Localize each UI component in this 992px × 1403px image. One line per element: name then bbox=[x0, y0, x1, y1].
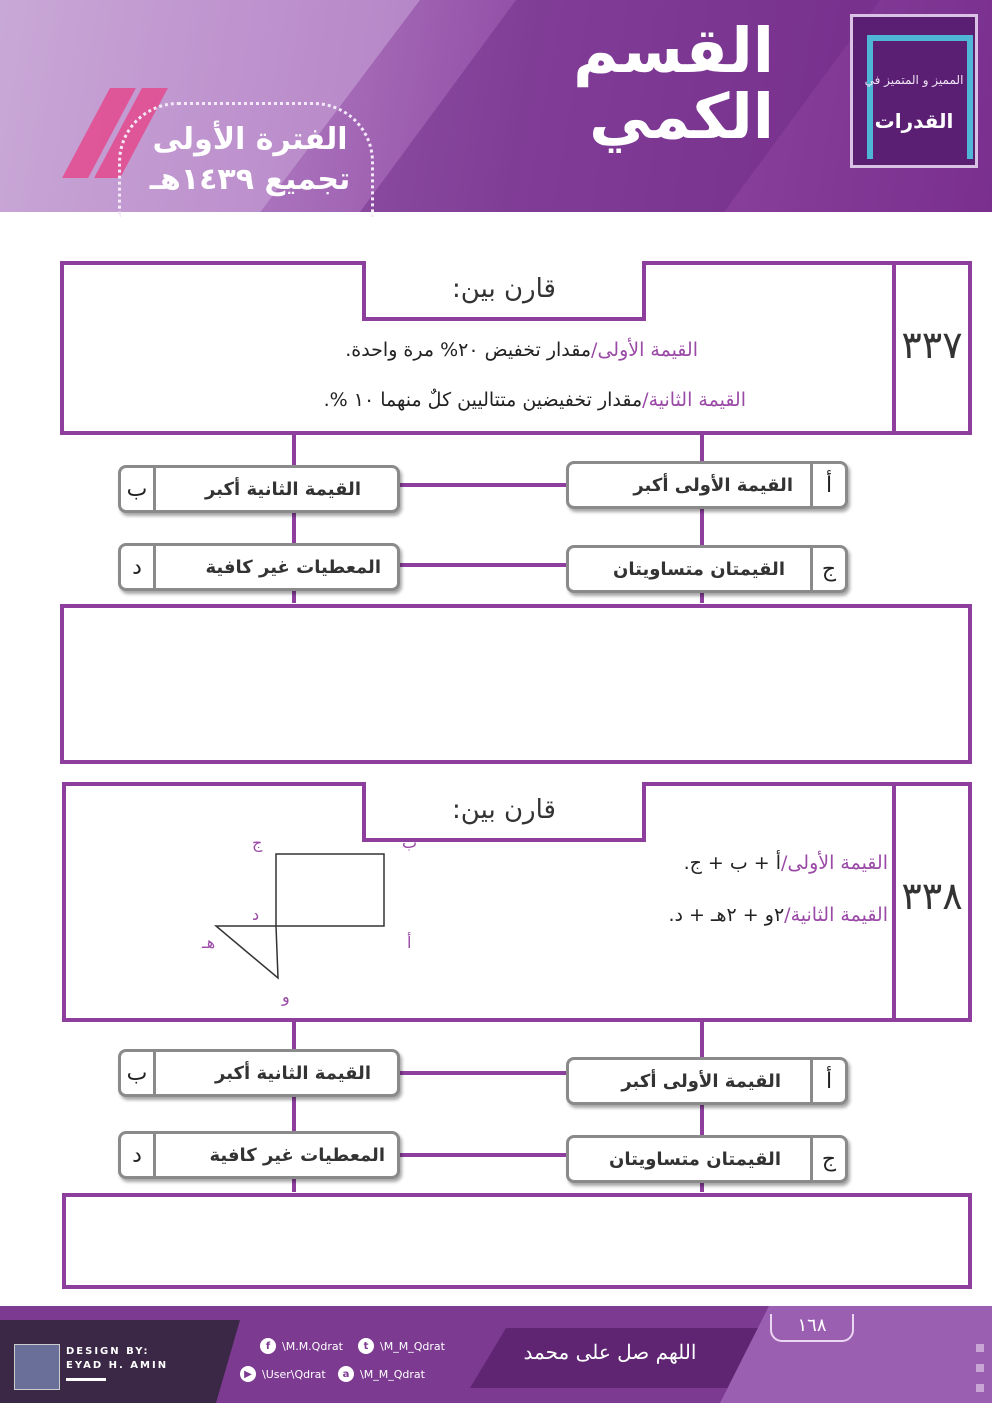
facebook-icon: f bbox=[260, 1338, 276, 1354]
option-a[interactable] bbox=[566, 1057, 848, 1105]
designer-name: EYAD H. AMIN bbox=[66, 1360, 169, 1371]
option-d[interactable] bbox=[118, 543, 400, 591]
designer-logo bbox=[14, 1344, 60, 1390]
option-label: القيمة الثانية أكبر bbox=[215, 1062, 371, 1084]
facebook-handle: \M.M.Qdrat bbox=[282, 1339, 343, 1353]
header-period-block bbox=[140, 120, 360, 200]
footer-light-panel bbox=[720, 1306, 992, 1403]
option-letter: ب bbox=[121, 1052, 156, 1094]
twitter-handle: \M_M_Qdrat bbox=[380, 1339, 445, 1353]
page-title-line2: الكمي bbox=[589, 80, 774, 153]
connector-line bbox=[396, 1153, 568, 1157]
social-youtube[interactable] bbox=[240, 1366, 326, 1382]
page-title-line1: القسم bbox=[573, 14, 774, 87]
design-by-label: DESIGN BY: bbox=[66, 1346, 150, 1357]
footer-dot bbox=[976, 1384, 984, 1392]
first-value-line bbox=[684, 852, 888, 874]
connector-line bbox=[396, 1071, 568, 1075]
header-period: الفترة الأولى bbox=[152, 122, 348, 157]
footer-dot bbox=[976, 1344, 984, 1352]
option-letter: د bbox=[121, 1134, 156, 1176]
label-b: ب bbox=[402, 833, 418, 852]
question-number-cell bbox=[892, 265, 968, 431]
second-value-label: القيمة الثانية/ bbox=[784, 904, 888, 926]
question-box-338 bbox=[62, 782, 972, 1022]
option-letter: ب bbox=[121, 468, 156, 510]
designer-underline bbox=[66, 1378, 106, 1381]
answer-box-338[interactable] bbox=[62, 1193, 972, 1289]
option-c[interactable] bbox=[566, 545, 848, 593]
first-value-label: القيمة الأولى/ bbox=[781, 852, 888, 874]
question-number-cell bbox=[892, 786, 968, 1018]
compare-label-box bbox=[362, 261, 646, 321]
label-w: و bbox=[282, 987, 290, 1006]
option-label: القيمتان متساويتان bbox=[612, 558, 785, 580]
option-c[interactable] bbox=[566, 1135, 848, 1183]
social-facebook[interactable] bbox=[260, 1338, 343, 1354]
question-number: ٣٣٨ bbox=[901, 874, 963, 918]
compare-label: قارن بين: bbox=[452, 795, 556, 825]
geometry-figure bbox=[126, 826, 418, 1006]
label-j: ج bbox=[252, 833, 263, 852]
first-value-line bbox=[345, 339, 698, 361]
header-collection: تجميع ١٤٣٩هـ bbox=[149, 162, 351, 197]
first-value-text: مقدار تخفيض ٢٠% مرة واحدة. bbox=[345, 339, 592, 361]
option-label: المعطيات غير كافية bbox=[205, 556, 381, 578]
connector-line bbox=[396, 563, 568, 567]
social-twitter[interactable] bbox=[358, 1338, 445, 1354]
second-value-text: مقدار تخفيضين متتاليين كلٌ منهما ١٠ %. bbox=[323, 389, 643, 411]
option-letter: ج bbox=[810, 1138, 845, 1180]
page-title bbox=[573, 14, 774, 153]
second-value-label: القيمة الثانية/ bbox=[642, 389, 746, 411]
figure-triangle bbox=[216, 926, 278, 978]
option-b[interactable] bbox=[118, 465, 400, 513]
logo-book-icon bbox=[867, 35, 973, 159]
page-number: ١٦٨ bbox=[770, 1314, 854, 1342]
compare-label: قارن بين: bbox=[452, 274, 556, 304]
option-letter: أ bbox=[810, 1060, 845, 1102]
social-ask[interactable] bbox=[338, 1366, 425, 1382]
option-b[interactable] bbox=[118, 1049, 400, 1097]
second-value-line bbox=[668, 904, 888, 926]
connector-line bbox=[396, 483, 568, 487]
second-value-text: ٢و + ٢هـ + د. bbox=[668, 904, 785, 926]
brand-logo bbox=[850, 14, 978, 168]
option-letter: أ bbox=[810, 464, 845, 506]
label-d: د bbox=[252, 905, 260, 924]
ask-icon: a bbox=[338, 1366, 354, 1382]
option-label: القيمتان متساويتان bbox=[608, 1148, 781, 1170]
twitter-icon: t bbox=[358, 1338, 374, 1354]
youtube-icon: ▶ bbox=[240, 1366, 256, 1382]
label-a: أ bbox=[407, 933, 412, 952]
first-value-label: القيمة الأولى/ bbox=[591, 339, 698, 361]
question-number: ٣٣٧ bbox=[901, 323, 963, 367]
logo-top-text: المميز و المتميز في bbox=[864, 73, 964, 87]
option-label: القيمة الأولى أكبر bbox=[633, 474, 793, 496]
footer-calligraphy: اللهم صل على محمد bbox=[523, 1340, 697, 1364]
option-a[interactable] bbox=[566, 461, 848, 509]
answer-box-337[interactable] bbox=[60, 604, 972, 764]
second-value-line bbox=[324, 389, 746, 411]
first-value-text: أ + ب + ج. bbox=[683, 852, 782, 874]
option-letter: د bbox=[121, 546, 156, 588]
question-box-337 bbox=[60, 261, 972, 435]
ask-handle: \M_M_Qdrat bbox=[360, 1367, 425, 1381]
option-label: القيمة الأولى أكبر bbox=[621, 1070, 781, 1092]
page-header bbox=[0, 0, 992, 212]
label-h: هـ bbox=[202, 933, 216, 952]
option-letter: ج bbox=[810, 548, 845, 590]
page-footer bbox=[0, 1306, 992, 1403]
option-d[interactable] bbox=[118, 1131, 400, 1179]
option-label: القيمة الثانية أكبر bbox=[205, 478, 361, 500]
youtube-handle: \User\Qdrat bbox=[262, 1367, 326, 1381]
footer-dot bbox=[976, 1364, 984, 1372]
option-label: المعطيات غير كافية bbox=[209, 1144, 385, 1166]
logo-bottom-text: القدرات bbox=[874, 109, 954, 133]
figure-rectangle bbox=[276, 854, 384, 926]
